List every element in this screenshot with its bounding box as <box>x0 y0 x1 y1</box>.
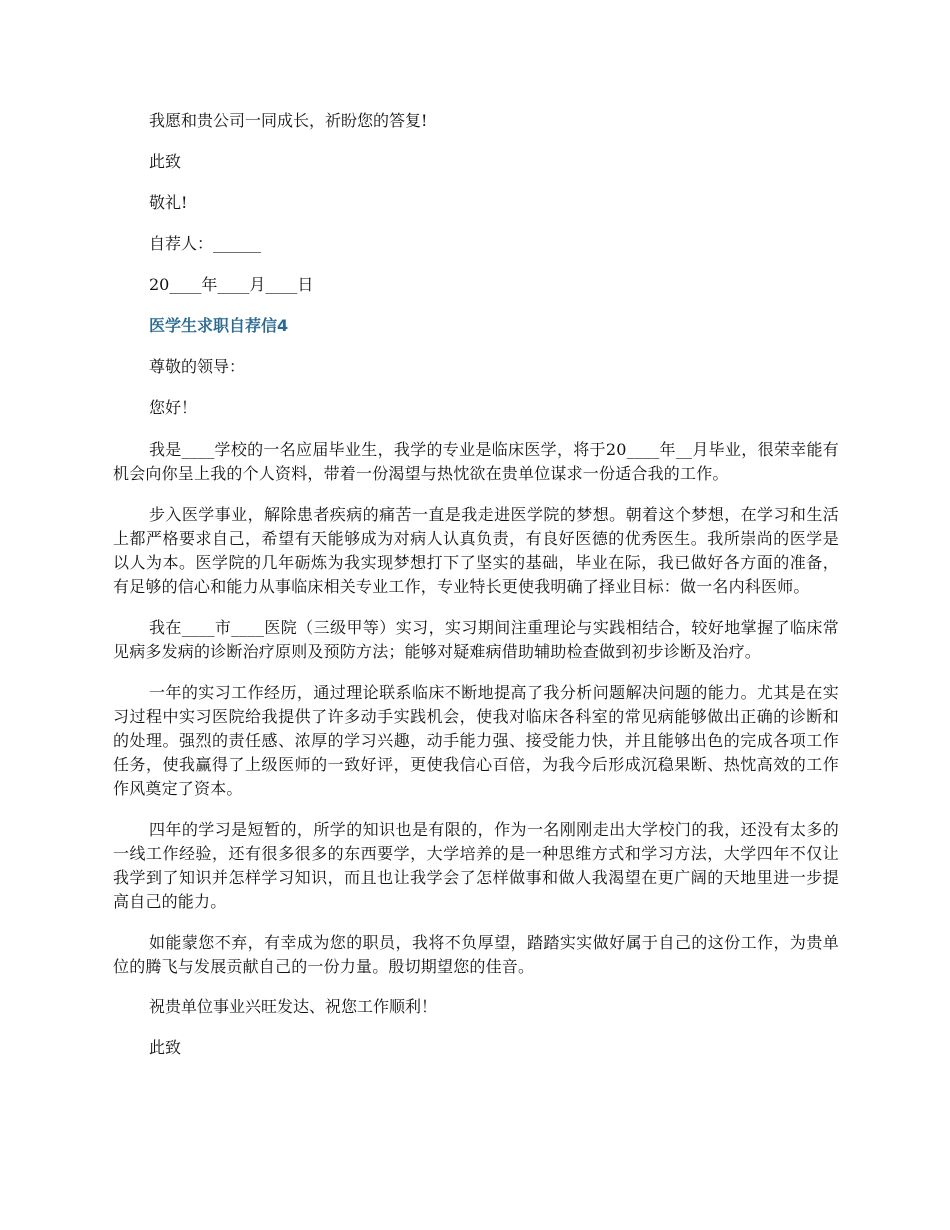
body-paragraph-hope: 如能蒙您不弃，有幸成为您的职员，我将不负厚望，踏踏实实做好属于自己的这份工作，为贵单位的腾飞与发展贡献自己的一份力量。殷切期望您的佳音。 <box>113 933 839 976</box>
closing-final: 此致 <box>149 1038 182 1057</box>
document-page <box>113 110 839 1078</box>
closing-jingli: 敬礼! <box>149 193 188 212</box>
body-paragraph-experience: 一年的实习工作经历，通过理论联系临床不断地提高了我分析问题解决问题的能力。尤其是在实习过程中实习医院给我提供了许多动手实践机会，使我对临床各科室的常见病能够做出正确的诊断和的处理。强烈的责任感、浓厚的学习兴趣，动手能力强、接受能力快，并且能够出色的完成各项工作任务，使我赢得了上级医师的一致好评，更使我信心百倍，为我今后形成沉稳果断、热忱高效的工作作风奠定了资本。 <box>113 683 839 798</box>
date-line: 20____年____月____日 <box>149 275 314 294</box>
salutation: 尊敬的领导： <box>149 357 246 376</box>
body-paragraph-study: 四年的学习是短暂的，所学的知识也是有限的，作为一名刚刚走出大学校门的我，还没有太多的一线工作经验，还有很多很多的东西要学，大学培养的是一种思维方式和学习方法，大学四年不仅让我学到了知识并怎样学习知识，而且也让我学会了怎样做事和做人我渴望在更广阔的天地里进一步提高自己的能力。 <box>113 820 839 911</box>
section-title: 医学生求职自荐信4 <box>149 316 289 335</box>
closing-growth-line: 我愿和贵公司一同成长，祈盼您的答复! <box>149 111 428 130</box>
closing-cizhi: 此致 <box>149 152 182 171</box>
body-paragraph-dream: 步入医学事业，解除患者疾病的痛苦一直是我走进医学院的梦想。朝着这个梦想，在学习和生活上都严格要求自己，希望有天能够成为对病人认真负责，有良好医德的优秀医生。我所崇尚的医学是以人为本。医学院的几年砺炼为我实现梦想打下了坚实的基础，毕业在际，我已做好各方面的准备，有足够的信心和能力从事临床相关专业工作，专业特长更使我明确了择业目标：做一名内科医师。 <box>113 505 839 596</box>
body-paragraph-internship: 我在____市____医院（三级甲等）实习，实习期间注重理论与实践相结合，较好地掌握了临床常见病多发病的诊断治疗原则及预防方法；能够对疑难病借助辅助检查做到初步诊断及治疗。 <box>113 618 839 661</box>
signature-line: 自荐人：______ <box>149 234 262 253</box>
greeting-hello: 您好！ <box>149 398 198 417</box>
wishes-line: 祝贵单位事业兴旺发达、祝您工作顺利！ <box>149 997 438 1016</box>
body-paragraph-intro: 我是____学校的一名应届毕业生，我学的专业是临床医学，将于20____年__月毕业，很荣幸能有机会向你呈上我的个人资料，带着一份渴望与热忱欲在贵单位谋求一份适合我的工作。 <box>113 440 839 483</box>
